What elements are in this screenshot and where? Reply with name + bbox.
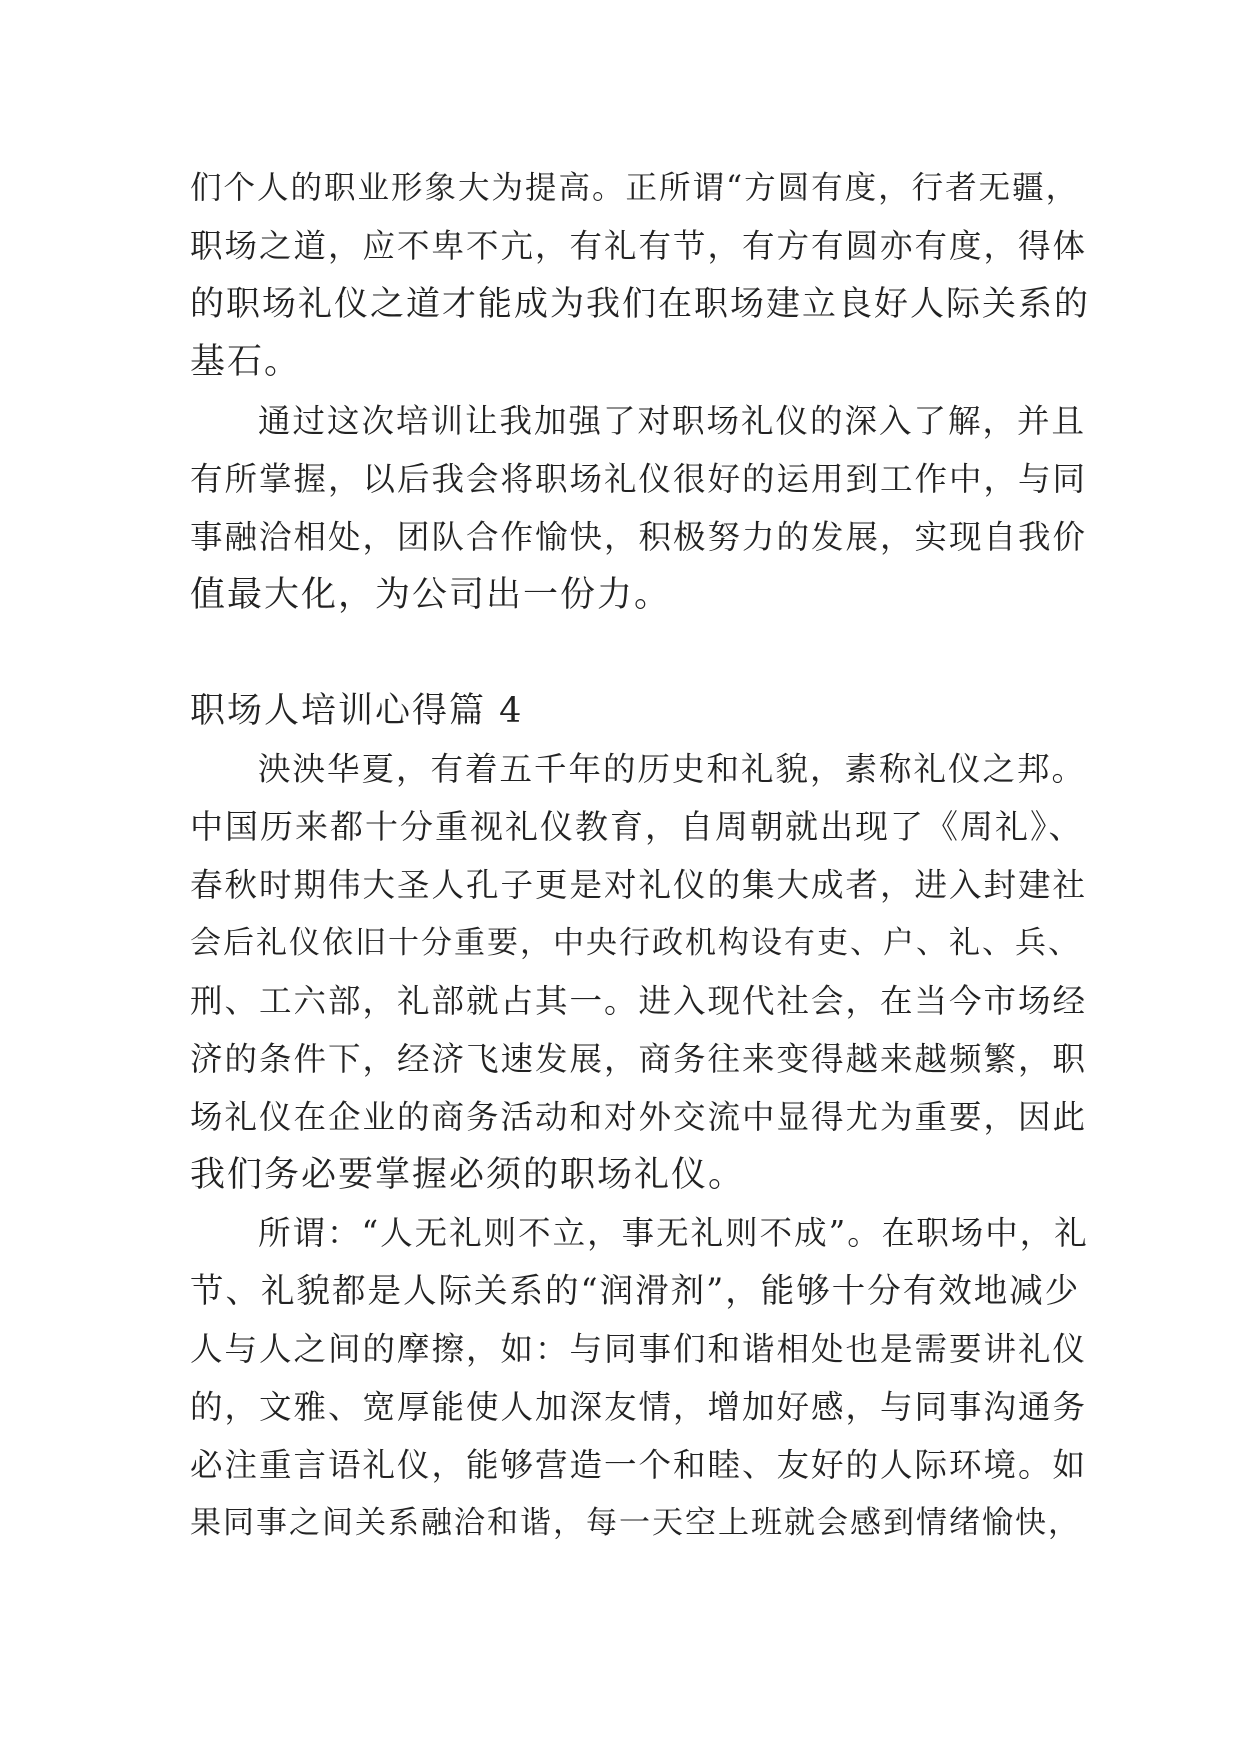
text-line: 春秋时期伟大圣人孔子更是对礼仪的集大成者，进入封建社 <box>190 866 1088 904</box>
text-line: 果同事之间关系融洽和谐，每一天空上班就会感到情绪愉快， <box>190 1505 1081 1541</box>
text-line: 基石。 <box>190 342 302 382</box>
paragraph-first-line: 泱泱华夏，有着五千年的历史和礼貌，素称礼仪之邦。 <box>258 750 1087 788</box>
paragraph-first-line: 通过这次培训让我加强了对职场礼仪的深入了解，并且 <box>258 402 1087 440</box>
text-line: 事融洽相处，团队合作愉快，积极努力的发展，实现自我价 <box>190 518 1088 556</box>
section-heading: 职场人培训心得篇 4 <box>190 691 524 731</box>
text-line: 值最大化，为公司出一份力。 <box>190 575 672 615</box>
text-line: 的职场礼仪之道才能成为我们在职场建立良好人际关系的 <box>190 284 1090 324</box>
text-line: 们个人的职业形象大为提高。正所谓“方圆有度，行者无疆， <box>190 170 1080 206</box>
paragraph-first-line: 所谓：“人无礼则不立，事无礼则不成”。在职场中，礼 <box>258 1214 1089 1252</box>
text-line: 的，文雅、宽厚能使人加深友情，增加好感，与同事沟通务 <box>190 1388 1088 1426</box>
text-line: 中国历来都十分重视礼仪教育，自周朝就出现了《周礼》、 <box>190 807 1084 846</box>
text-line: 济的条件下，经济飞速发展，商务往来变得越来越频繁，职 <box>190 1040 1088 1078</box>
text-line: 我们务必要掌握必须的职场礼仪。 <box>190 1155 746 1195</box>
text-line: 人与人之间的摩擦，如：与同事们和谐相处也是需要讲礼仪 <box>190 1330 1088 1368</box>
text-line: 有所掌握，以后我会将职场礼仪很好的运用到工作中，与同 <box>190 460 1088 498</box>
text-line: 必注重言语礼仪，能够营造一个和睦、友好的人际环境。如 <box>190 1446 1088 1484</box>
text-line: 场礼仪在企业的商务活动和对外交流中显得尤为重要，因此 <box>190 1098 1088 1136</box>
text-line: 职场之道，应不卑不亢，有礼有节，有方有圆亦有度，得体 <box>190 227 1088 265</box>
text-line: 节、礼貌都是人际关系的“润滑剂”，能够十分有效地减少 <box>190 1271 1081 1310</box>
text-line: 刑、工六部，礼部就占其一。进入现代社会，在当今市场经 <box>190 982 1088 1020</box>
text-line: 会后礼仪依旧十分重要，中央行政机构设有吏、户、礼、兵、 <box>190 925 1081 961</box>
